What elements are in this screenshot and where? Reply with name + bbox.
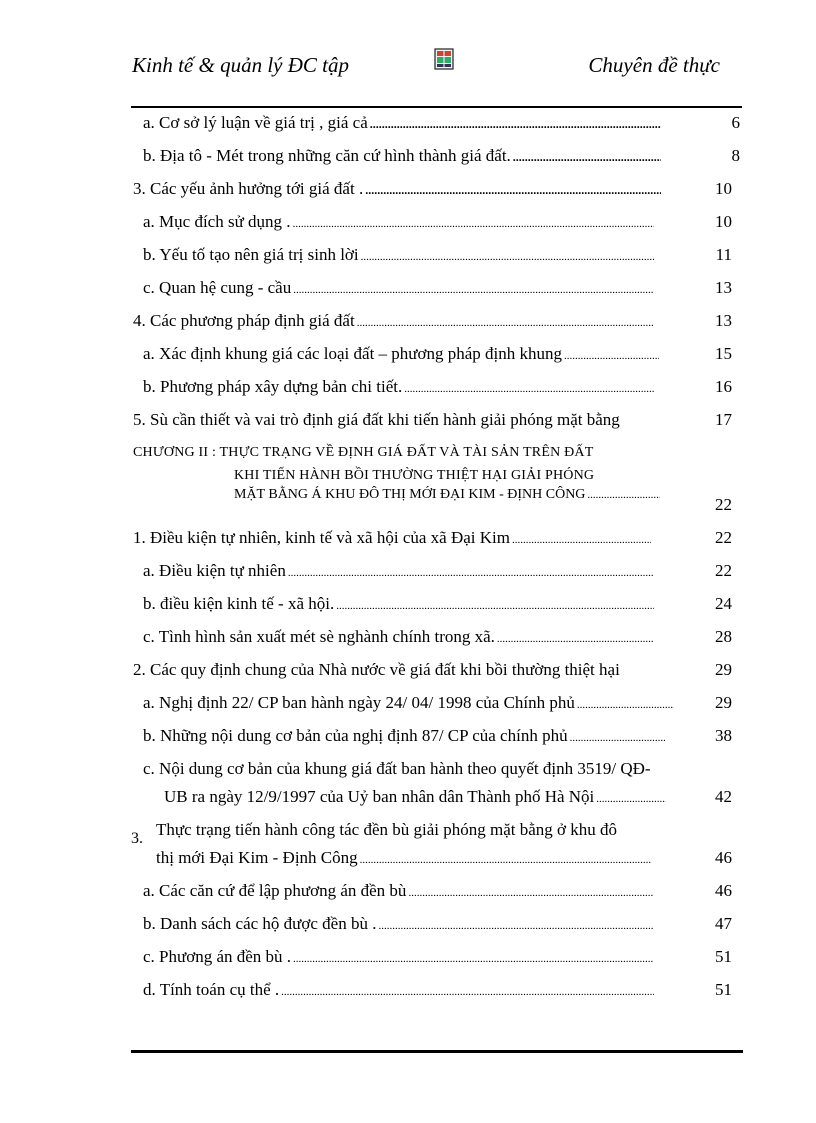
page-header (0, 0, 816, 108)
chapter-2-heading-line2: KHI TIẾN HÀNH BỒI THƯỜNG THIỆT HẠI GIẢI PHÓNG (234, 468, 595, 483)
toc-entry: 1. Điều kiện tự nhiên, kinh tế và xã hội của xã Đại Kim ..... (133, 528, 655, 548)
toc-entry: b. Địa tô - Mét trong những căn cứ hình thành giá đất. ..... (143, 146, 665, 166)
toc-entry-multiline: Thực trạng tiến hành công tác đền bù giải phóng mặt bằng ở khu đô (156, 820, 618, 839)
toc-entry: 2. Các quy định chung của Nhà nước về giá đất khi bồi thường thiệt hại (133, 660, 620, 679)
toc-page-number: 51 (715, 947, 732, 966)
toc-entry: a. Mục đích sử dụng . ..... (143, 212, 658, 232)
toc-entry: c. Tình hình sản xuất mét sè nghành chính trong xã. ..... (143, 627, 658, 647)
toc-page-number: 15 (715, 344, 732, 363)
chapter-2-heading-line1: CHƯƠNG II : THỰC TRẠNG VỀ ĐỊNH GIÁ ĐẤT VÀ TÀI SẢN TRÊN ĐẤT (133, 445, 594, 460)
toc-page-number: 24 (715, 594, 732, 613)
toc-page-number: 38 (715, 726, 732, 745)
toc-entry: 3. Các yếu ảnh hưởng tới giá đất . ..... (133, 179, 665, 199)
header-left-title: Kinh tế & quản lý ĐC tập (132, 53, 349, 77)
header-right-title: Chuyên đề thực (588, 53, 720, 77)
toc-page-number: 47 (715, 914, 732, 933)
toc-entry: a. Cơ sở lý luận về giá trị , giá cả ..... (143, 113, 665, 133)
toc-page-number: 10 (715, 179, 732, 198)
toc-entry: 5. Sù cần thiết và vai trò định giá đất khi tiến hành giải phóng mặt bằng (133, 410, 620, 429)
toc-page-number: 22 (715, 561, 732, 580)
toc-entry: a. Các căn cứ để lập phương án đền bù ..... (143, 881, 658, 901)
toc-entry: b. điều kiện kinh tế - xã hội. ..... (143, 594, 658, 614)
toc-entry: b. Yếu tố tạo nên giá trị sinh lời ..... (143, 245, 658, 265)
toc-page-number: 13 (715, 311, 732, 330)
toc-entry: b. Phương pháp xây dựng bản chi tiết. ..... (143, 377, 658, 397)
header-rule (131, 106, 742, 108)
chapter-2-heading-line3: MẶT BẰNG Á KHU ĐÔ THỊ MỚI ĐẠI KIM - ĐỊNH CÔNG ..... (234, 487, 664, 503)
toc-entry-multiline-end: UB ra ngày 12/9/1997 của Uỷ ban nhân dân Thành phố Hà Nội ..... (164, 787, 670, 807)
toc-entry: b. Những nội dung cơ bản của nghị định 87/ CP của chính phủ ..... (143, 726, 669, 746)
toc-page-number: 8 (731, 146, 740, 165)
toc-entry: b. Danh sách các hộ được đền bù . ..... (143, 914, 658, 934)
toc-entry-number: 3. (131, 830, 143, 847)
toc-entry: c. Phương án đền bù . ..... (143, 947, 658, 967)
toc-page-number: 22 (715, 528, 732, 547)
toc-page-number: 16 (715, 377, 732, 396)
toc-page-number: 22 (715, 495, 732, 514)
toc-page-number: 28 (715, 627, 732, 646)
footer-rule (131, 1050, 743, 1053)
toc-page-number: 42 (715, 787, 732, 806)
toc-page-number: 46 (715, 848, 732, 867)
toc-entry: a. Nghị định 22/ CP ban hành ngày 24/ 04/ 1998 của Chính phủ ..... (143, 693, 678, 713)
toc-page-number: 46 (715, 881, 732, 900)
toc-entry: 4. Các phương pháp định giá đất ..... (133, 311, 658, 331)
toc-entry: a. Xác định khung giá các loại đất – phương pháp định khung ..... (143, 344, 663, 364)
toc-entry-multiline: c. Nội dung cơ bản của khung giá đất ban hành theo quyết định 3519/ QĐ- (143, 759, 651, 778)
toc-page-number: 17 (715, 410, 732, 429)
toc-page-number: 29 (715, 693, 732, 712)
emblem-icon (433, 47, 455, 71)
toc-page-number: 6 (731, 113, 740, 132)
toc-page-number: 11 (715, 245, 732, 264)
toc-entry: a. Điều kiện tự nhiên ..... (143, 561, 658, 581)
toc-page-number: 10 (715, 212, 732, 231)
toc-page-number: 13 (715, 278, 732, 297)
toc-page-number: 51 (715, 980, 732, 999)
toc-entry: d. Tính toán cụ thể . ..... (143, 980, 658, 1000)
toc-entry-multiline-end: thị mới Đại Kim - Định Công ..... (156, 848, 656, 868)
toc-entry: c. Quan hệ cung - cầu ..... (143, 278, 658, 298)
toc-page-number: 29 (715, 660, 732, 679)
